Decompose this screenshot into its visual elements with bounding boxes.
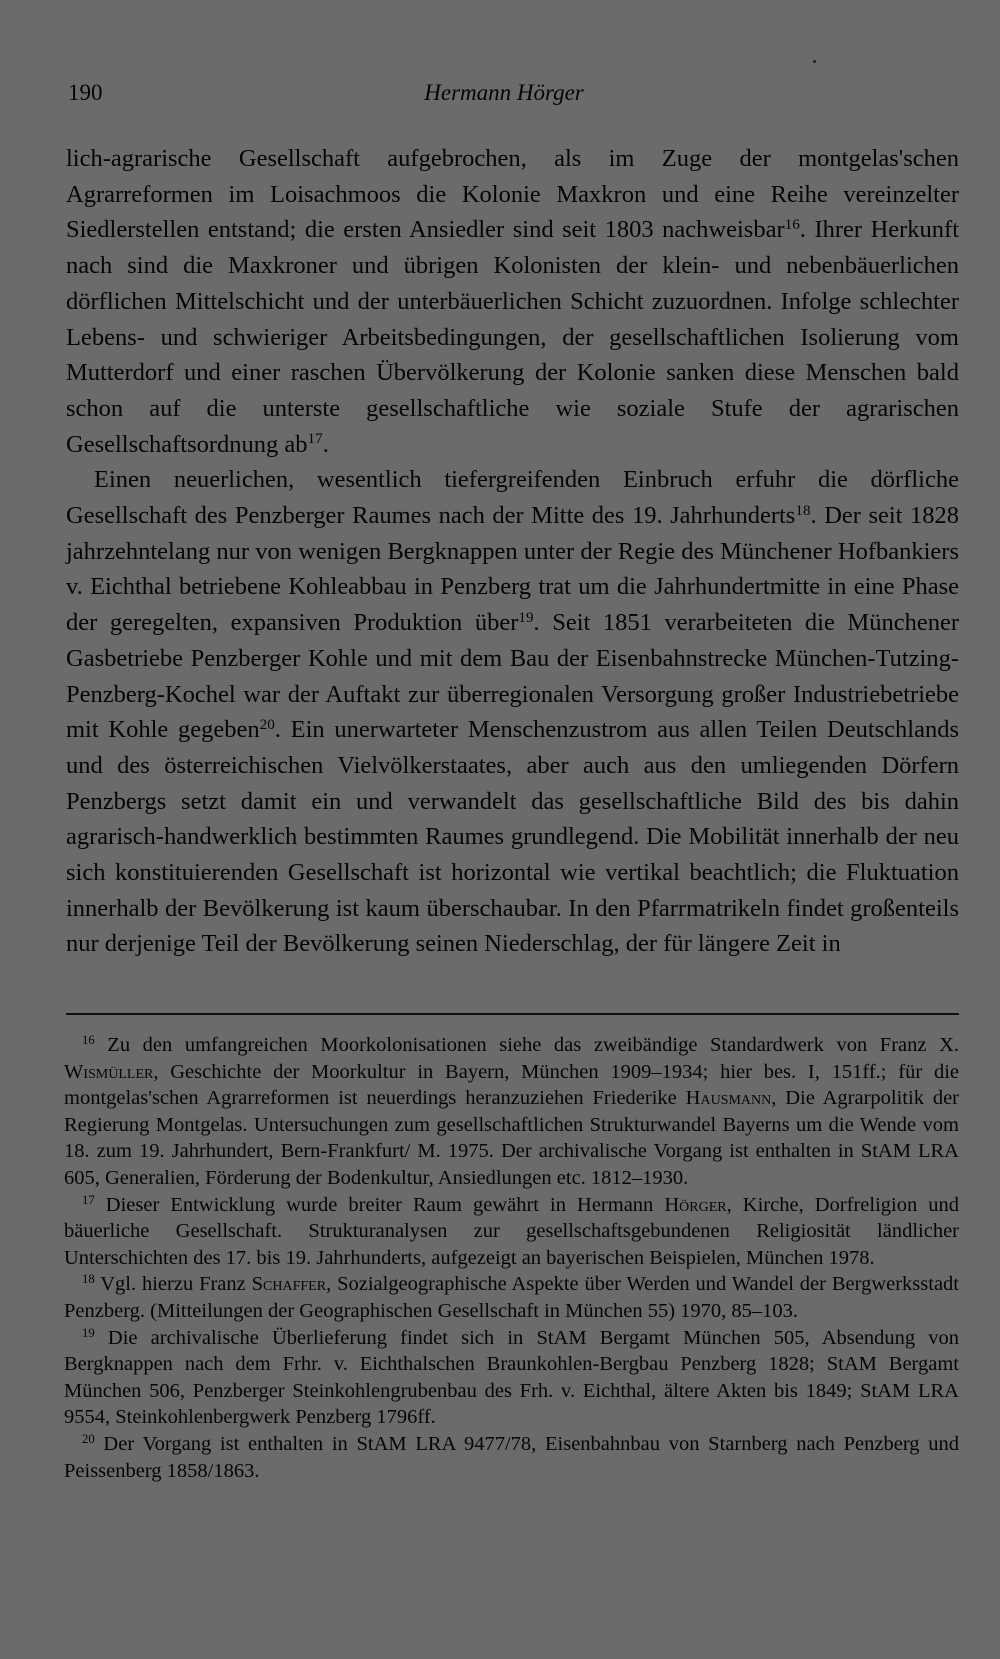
- paragraph-2: [66, 462, 959, 962]
- footnote-ref-19: 19: [518, 608, 534, 626]
- footnote-18: [64, 1271, 959, 1324]
- author-name: Hörger: [664, 1193, 727, 1216]
- footnote-text: , Kirche, Dorfreligion und bäuerliche Gesellschaft. Strukturanalysen zur gesellschaftsgebundenen Religiosität ländlicher Unterschichten des 17. bis 19. Jahrhunderts, aufgezeigt an bayerischen Beispielen, München 1978.: [64, 1193, 960, 1269]
- paragraph-1-text-c: .: [322, 430, 329, 458]
- paragraph-2-text-a: Einen neuerlichen, wesentlich tiefergreifenden Einbruch erfuhr die dörfliche Gesellschaft des Penzberger Raumes nach der Mitte des 19. Jahrhunderts: [66, 466, 959, 530]
- footnote-ref-16: 16: [784, 216, 800, 234]
- paragraph-2-text-d: . Ein unerwarteter Menschenzustrom aus allen Teilen Deutschlands und des österreichischen Vielvölkerstaates, aber auch aus den umliegenden Dörfern Penzbergs setzt damit ein und verwandelt das gesellschaftliche Bild des bis dahin agrarisch-handwerklich bestimmten Raumes grundlegend. Die Mobilität innerhalb der neu sich konstituierenden Gesellschaft ist horizontal wie vertikal beachtlich; die Fluktuation innerhalb der Bevölkerung ist kaum überschaubar. In den Pfarrmatrikeln findet großenteils nur derjenige Teil der Bevölkerung seinen Niederschlag, der für längere Zeit in: [66, 716, 959, 958]
- footnotes: [64, 1032, 959, 1484]
- footnote-ref-20: 20: [259, 715, 275, 733]
- footnote-text: , Geschichte der Moorkultur in Bayern, München 1909–1934; hier bes. I, 151ff.; für die montgelas'schen Agrarreformen ist neuerdings heranzuziehen Friederike: [64, 1060, 959, 1110]
- footnote-number: 18: [82, 1272, 95, 1287]
- page-number: 190: [68, 80, 103, 105]
- paragraph-2-text-b: . Der seit 1828 jahrzehntelang nur von wenigen Bergknappen unter der Regie des Münchener Hofbankiers v. Eichthal betriebene Kohleabbau in Penzberg trat um die Jahrhundertmitte in eine Phase der geregelten, expansiven Produktion über: [66, 502, 960, 637]
- main-text: [66, 141, 959, 962]
- footnote-19: [64, 1325, 959, 1431]
- footnote-text: Der Vorgang ist enthalten in StAM LRA 9477/78, Eisenbahnbau von Starnberg nach Penzberg und Peissenberg 1858/1863.: [64, 1432, 960, 1482]
- page-header: [68, 78, 940, 108]
- running-head-author: Hermann Hörger: [424, 80, 584, 105]
- footnote-text: Zu den umfangreichen Moorkolonisationen siehe das zweibändige Standardwerk von Franz X.: [107, 1034, 959, 1056]
- author-name: Wismüller: [64, 1060, 154, 1083]
- footnote-ref-17: 17: [307, 430, 323, 448]
- footnote-text: , Sozialgeographische Aspekte über Werden und Wandel der Bergwerksstadt Penzberg. (Mitteilungen der Geographischen Gesellschaft in München 55) 1970, 85–103.: [64, 1273, 959, 1322]
- paragraph-1-text-a: lich-agrarische Gesellschaft aufgebrochen, als im Zuge der montgelas'schen Agrarreformen im Loisachmoos die Kolonie Maxkron und eine Reihe vereinzelter Siedlerstellen entstand; die ersten Ansiedler sind seit 1803 nachweisbar: [66, 145, 959, 244]
- footnote-text: Dieser Entwicklung wurde breiter Raum gewährt in Hermann: [105, 1193, 665, 1216]
- scan-speck: [813, 60, 816, 63]
- footnote-text: Vgl. hierzu Franz: [100, 1273, 252, 1296]
- footnote-ref-18: 18: [795, 501, 811, 519]
- footnote-16: [64, 1032, 959, 1192]
- footnote-number: 17: [82, 1192, 95, 1207]
- footnote-number: 16: [82, 1033, 95, 1048]
- footnote-text: , Die Agrarpolitik der Regierung Montgelas. Untersuchungen zum gesellschaftlichen Strukturwandel Bayerns um die Wende vom 18. zum 19. Jahrhundert, Bern-Frankfurt/ M. 1975. Der archivalische Vorgang ist enthalten in StAM LRA 605, Generalien, Förderung der Bodenkultur, Ansiedlungen etc. 1812–1930.: [64, 1087, 960, 1189]
- footnote-text: Die archivalische Überlieferung findet sich in StAM Bergamt München 505, Absendung von Bergknappen nach dem Frhr. v. Eichthalschen Braunkohlen-Bergbau Penzberg 1828; StAM Bergamt München 506, Penzberger Steinkohlengrubenbau des Frh. v. Eichthal, ältere Akten bis 1849; StAM LRA 9554, Steinkohlenbergwerk Penzberg 1796ff.: [64, 1326, 960, 1429]
- footnote-divider: [66, 1013, 959, 1015]
- footnote-17: [64, 1192, 959, 1272]
- footnote-number: 19: [82, 1325, 95, 1340]
- paragraph-1-text-b: . Ihrer Herkunft nach sind die Maxkroner und übrigen Kolonisten der klein- und nebenbäuerlichen dörflichen Mittelschicht und der unterbäuerlichen Schicht zuzuordnen. Infolge schlechter Lebens- und schwieriger Arbeitsbedingungen, der gesellschaftlichen Isolierung vom Mutterdorf und einer raschen Übervölkerung der Kolonie sanken diese Menschen bald schon auf die unterste gesellschaftliche wie soziale Stufe der agrarischen Gesellschaftsordnung ab: [66, 216, 960, 458]
- paragraph-1: [66, 141, 959, 462]
- author-name: Hausmann: [685, 1087, 772, 1110]
- author-name: Schaffer: [251, 1273, 327, 1296]
- paragraph-2-text-c: . Seit 1851 verarbeiteten die Münchener Gasbetriebe Penzberger Kohle und mit dem Bau der Eisenbahnstrecke München-Tutzing-Penzberg-Kochel war der Auftakt zur überregionalen Versorgung großer Industriebetriebe mit Kohle gegeben: [66, 609, 959, 744]
- footnote-number: 20: [82, 1431, 95, 1446]
- footnote-20: [64, 1431, 959, 1484]
